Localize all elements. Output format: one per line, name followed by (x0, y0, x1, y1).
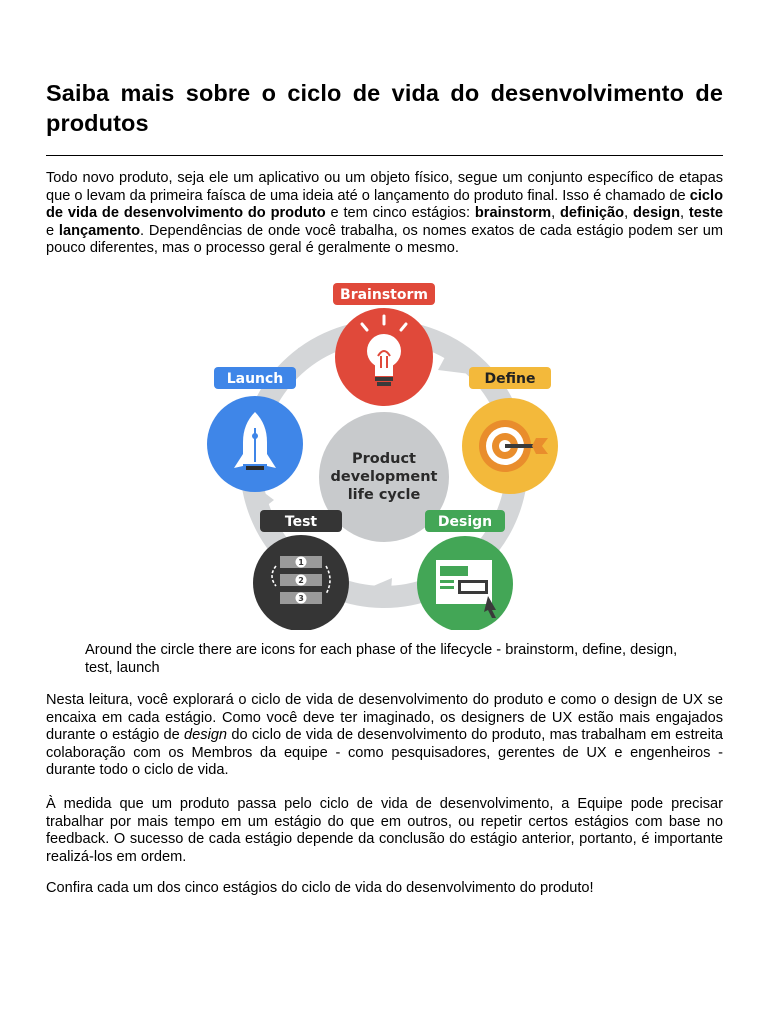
term-design: design (632, 205, 681, 221)
page-title: Saiba mais sobre o ciclo de vida do desenvolvimento de produtos (46, 80, 723, 136)
checklist-icon (272, 556, 330, 604)
center-label-line3: life cycle (347, 487, 421, 503)
intro-text-2: e tem cinco estágios: (325, 205, 475, 221)
stage-brainstorm (333, 283, 435, 406)
test-step-3: 3 (298, 594, 304, 603)
term-definicao: definição (560, 205, 625, 221)
term-lancamento: lançamento (58, 222, 141, 239)
intro-text-4: , (624, 205, 633, 221)
term-teste: teste (688, 205, 723, 221)
stage-define (462, 367, 558, 494)
paragraph-reading (46, 692, 723, 780)
reading-text-1: Nesta leitura, você explorará o ciclo de vida de desenvolvimento do produto e como o design de UX se encaixa em cada estágio. Como você deve ter imaginado, os designers de UX estão mais engajados durante o estágio de (46, 692, 723, 743)
center-label-line2: development (330, 469, 438, 485)
term-brainstorm: brainstorm (474, 205, 552, 221)
brainstorm-label: Brainstorm (340, 287, 428, 303)
intro-text-6: e (46, 222, 59, 239)
term-product-life-cycle: ciclo de vida de desenvolvimento do produto (46, 187, 723, 221)
reading-text-2: do ciclo de vida de desenvolvimento do produto, mas trabalham em estreita colaboração com os Membros da equipe - como pesquisadores, gerentes de UX e engenheiros - durante todo o ciclo de vida. (46, 727, 724, 778)
stage-design (417, 510, 513, 630)
center-label-line1: Product (352, 451, 416, 467)
title-divider (46, 155, 723, 156)
intro-paragraph (46, 170, 723, 258)
test-label: Test (284, 514, 318, 530)
launch-label: Launch (226, 371, 284, 387)
product-lifecycle-diagram (202, 278, 566, 630)
emphasis-design: design (184, 727, 228, 743)
design-label: Design (437, 514, 493, 530)
stage-launch (207, 367, 303, 492)
test-step-2: 2 (298, 576, 304, 585)
paragraph-closing: Confira cada um dos cinco estágios do ciclo de vida do desenvolvimento do produto! (46, 880, 594, 896)
diagram-caption: Around the circle there are icons for each phase of the lifecycle - brainstorm, define, design, test, launch (85, 642, 678, 676)
intro-text-1: Todo novo produto, seja ele um aplicativo ou um objeto físico, segue um conjunto específico de etapas que o levam da primeira faísca de uma ideia até o lançamento do produto final. Isso é chamado de (46, 170, 723, 204)
paragraph-iteration: À medida que um produto passa pelo ciclo de vida de desenvolvimento, a Equipe pode precisar trabalhar por mais tempo em um estágio do que em outros, ou repetir certos estágios com base no feedback. O sucesso de cada estágio depende da conclusão do estágio anterior, portanto, é importante realizá-los em ordem. (46, 796, 723, 865)
intro-text-5: , (680, 205, 689, 221)
intro-text-7: . Dependências de onde você trabalha, os nomes exatos de cada estágio podem ser um pouco diferentes, mas o processo geral é geralmente o mesmo. (46, 222, 724, 256)
stage-test (253, 510, 349, 630)
test-step-1: 1 (298, 558, 304, 567)
intro-text-3: , (551, 205, 561, 221)
define-label: Define (484, 371, 536, 387)
